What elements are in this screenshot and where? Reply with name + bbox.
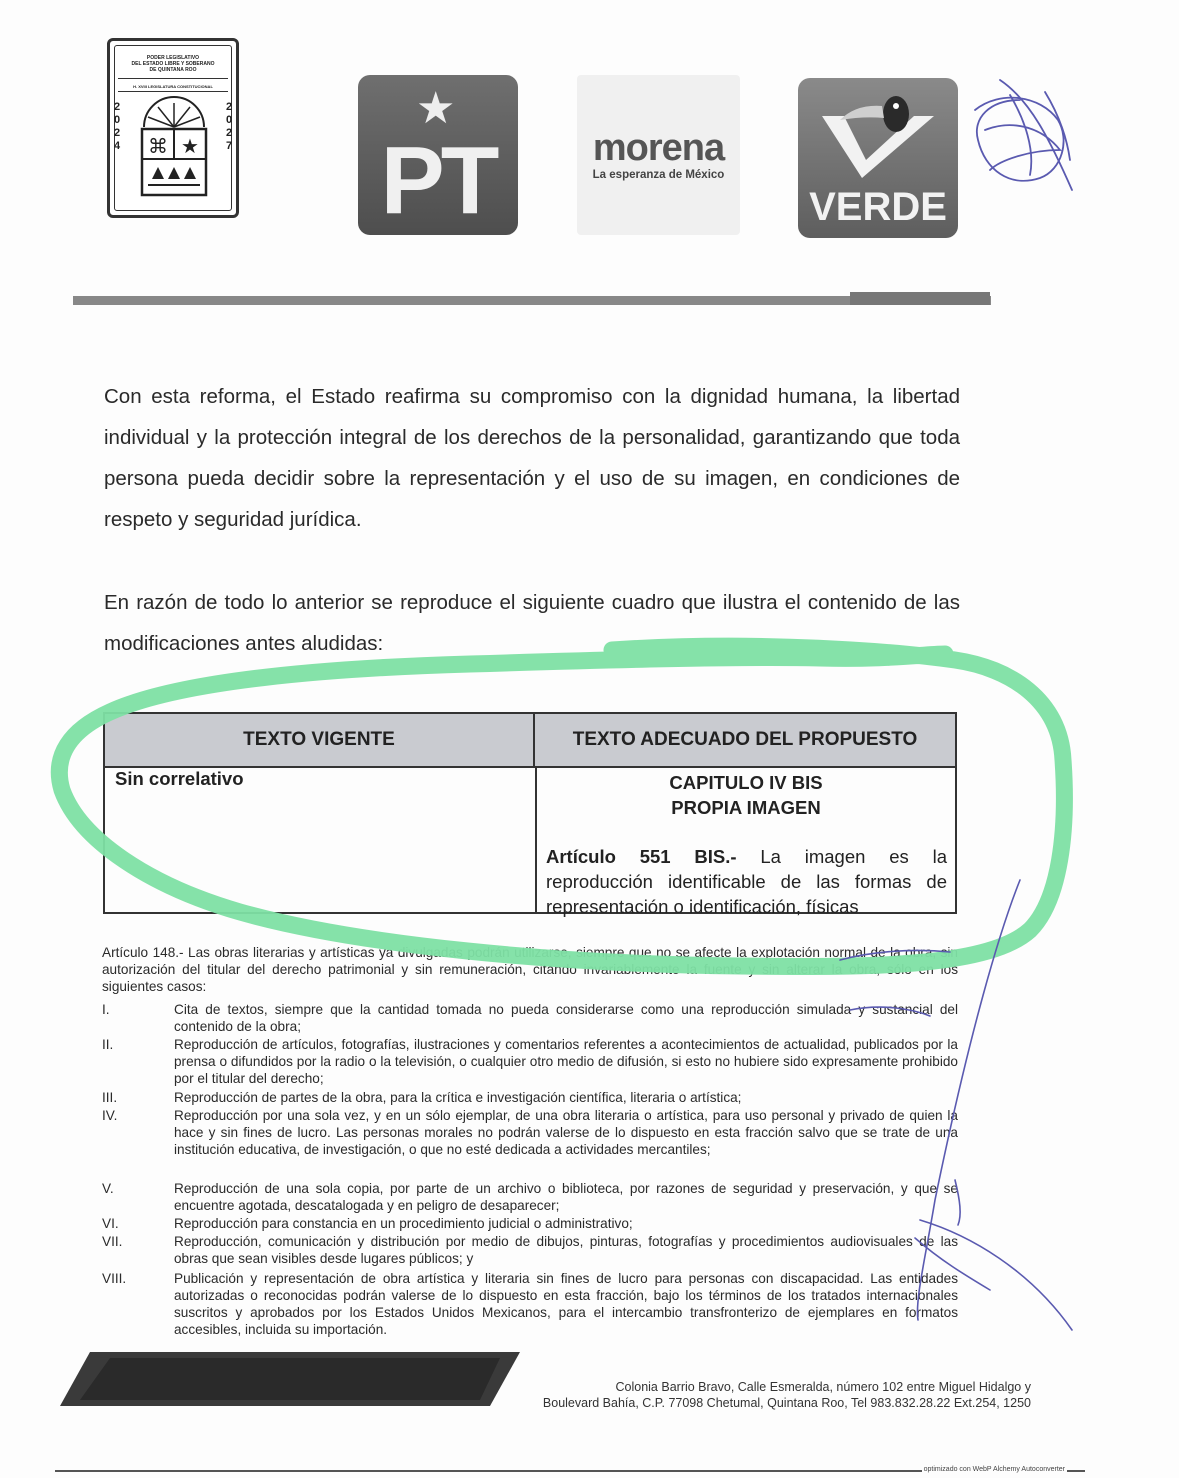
reform-paragraph: Con esta reforma, el Estado reafirma su compromiso con la dignidad humana, la libertad individual y la protección integral de los derechos de la personalidad, garantizando que toda persona pueda decidir sobre la representación y el uso de su imagen, en condiciones de respeto y seguridad jurídica.	[104, 385, 960, 531]
footer-stripe-graphic	[60, 1352, 520, 1406]
article-label: Artículo 551 BIS.-	[546, 846, 737, 867]
article-text: La imagen es la reproducción identificable de las formas de representación o identificación, físicas	[546, 846, 947, 917]
verde-logo-text: VERDE	[809, 185, 947, 229]
address-line-2: Boulevard Bahía, C.P. 77098 Chetumal, Quintana Roo, Tel 983.832.28.22 Ext.254, 1250	[542, 1396, 1031, 1410]
pt-logo-text: PT	[380, 127, 496, 234]
morena-logo-text: morena	[592, 127, 725, 169]
converter-note: optimizado con WebP Alchemy Autoconverter	[923, 1466, 1065, 1473]
seal-years-right: 2 0 2 7	[225, 101, 233, 152]
morena-tagline: La esperanza de México	[592, 169, 725, 181]
seal-years-left: 2 0 2 4	[113, 101, 121, 152]
footer-address	[543, 1379, 1031, 1411]
verde-party-logo	[798, 78, 958, 238]
comparison-table	[103, 712, 957, 917]
seal-legislature: H. XVIII LEGISLATURA CONSTITUCIONAL	[133, 84, 213, 89]
header-divider-accent	[850, 292, 990, 305]
star-icon: ★	[416, 84, 456, 133]
morena-party-logo	[577, 75, 740, 235]
svg-text:★: ★	[181, 134, 199, 158]
coat-of-arms-icon	[134, 95, 214, 205]
seal-line-1: PODER LEGISLATIVO	[146, 55, 200, 61]
cell-article-551-bis	[546, 844, 947, 919]
article-148-intro: Artículo 148.- Las obras literarias y artísticas ya divulgadas podrán utilizarse, siempre que no se afecte la explotación normal de la obra, sin autorización del titular del derecho patrimonial y sin remuneración, citando invariablemente la fuente y sin alterar la obra, sólo en los siguientes casos:	[102, 945, 958, 994]
pt-party-logo	[358, 75, 518, 235]
chapter-number: CAPITULO IV BIS	[669, 772, 823, 793]
signature-scribble	[975, 80, 1072, 190]
seal-line-3: DE QUINTANA ROO	[149, 67, 197, 73]
header-texto-propuesto: TEXTO ADECUADO DEL PROPUESTO	[535, 714, 955, 766]
congress-seal-logo	[107, 38, 239, 218]
svg-text:⌘: ⌘	[148, 134, 168, 158]
cell-chapter-heading	[537, 770, 955, 820]
table-intro-paragraph: En razón de todo lo anterior se reproduce el siguiente cuadro que ilustra el contenido de las modificaciones antes aludidas:	[104, 591, 960, 655]
chapter-title: PROPIA IMAGEN	[671, 797, 821, 818]
seal-line-2: DEL ESTADO LIBRE Y SOBERANO	[131, 61, 215, 67]
toucan-icon	[816, 86, 940, 186]
header-texto-vigente: TEXTO VIGENTE	[105, 714, 535, 766]
address-line-1: Colonia Barrio Bravo, Calle Esmeralda, número 102 entre Miguel Hidalgo y	[615, 1380, 1031, 1394]
cell-sin-correlativo: Sin correlativo	[115, 768, 244, 789]
